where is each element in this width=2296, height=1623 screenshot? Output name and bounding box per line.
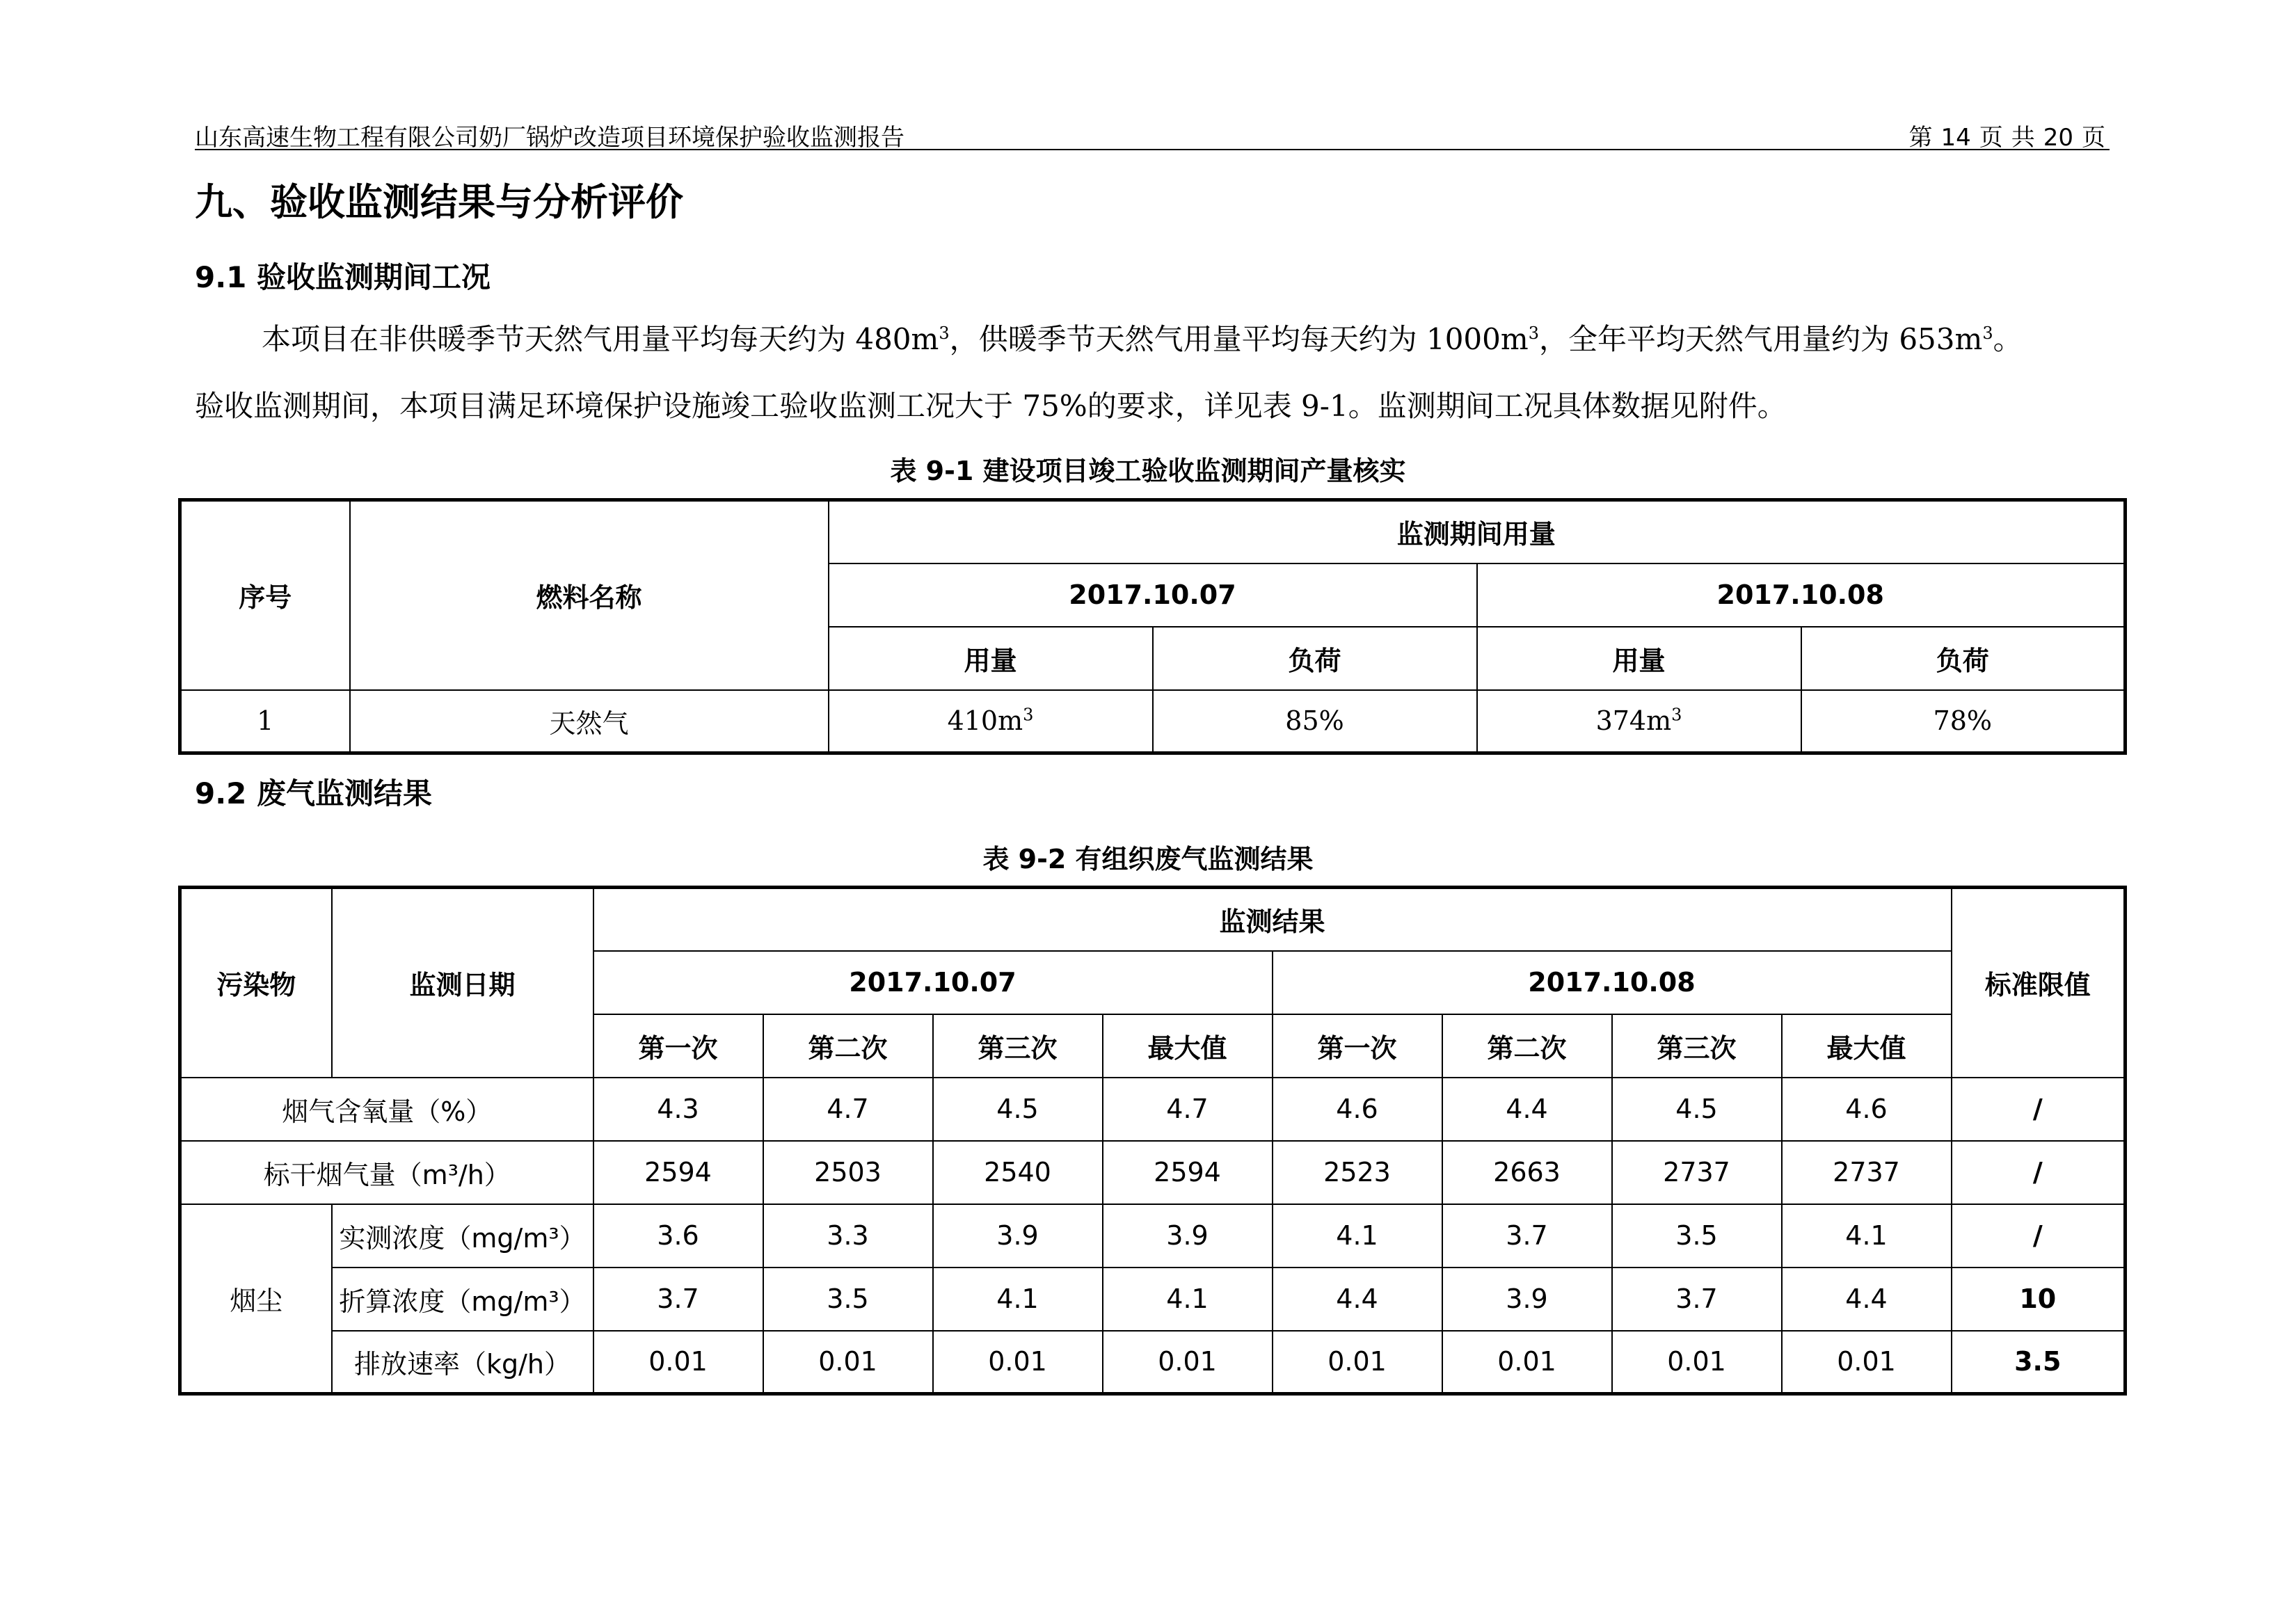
header-date-2: 2017.10.08 (1273, 951, 1952, 1014)
para-text-1: 本项目在非供暖季节天然气用量平均每天约为 480m (262, 322, 939, 356)
value-cell: 3.5 (763, 1268, 933, 1331)
total-suffix: 页 (2082, 124, 2105, 152)
production-table (178, 498, 2127, 755)
value-cell: 0.01 (1442, 1331, 1612, 1394)
value-cell: 4.5 (1612, 1078, 1782, 1141)
subsection-title-9-1: 9.1 验收监测期间工况 (195, 260, 491, 294)
value-cell: 2737 (1782, 1141, 1952, 1204)
value-cell: 4.3 (593, 1078, 763, 1141)
value-cell: 0.01 (933, 1331, 1103, 1394)
para-text-3: ，全年平均天然气用量约为 653m (1538, 322, 1983, 356)
header-usage: 用量 (829, 627, 1153, 690)
cell-fuel: 天然气 (350, 690, 829, 753)
header-load: 负荷 (1801, 627, 2126, 690)
table-row (180, 690, 2126, 753)
header-sub-3: 第三次 (933, 1014, 1103, 1078)
header-monitor-date: 监测日期 (332, 888, 593, 1078)
value-cell: 3.9 (1103, 1204, 1273, 1268)
header-sub-1: 第一次 (593, 1014, 763, 1078)
report-title: 山东高速生物工程有限公司奶厂锅炉改造项目环境保护验收监测报告 (195, 124, 904, 152)
value-cell: 0.01 (763, 1331, 933, 1394)
value-cell: 4.1 (1782, 1204, 1952, 1268)
body-paragraph (195, 306, 2136, 440)
value-cell: 4.4 (1782, 1268, 1952, 1331)
table2-caption: 表 9-2 有组织废气监测结果 (982, 844, 1314, 874)
header-sub-2: 第二次 (763, 1014, 933, 1078)
value-cell: 3.9 (933, 1204, 1103, 1268)
header-seq: 序号 (180, 500, 350, 690)
superscript: 3 (1982, 323, 1993, 343)
section-title: 九、验收监测结果与分析评价 (195, 180, 683, 224)
value-cell: 3.7 (1442, 1204, 1612, 1268)
header-sub-6: 第二次 (1442, 1014, 1612, 1078)
subsection-title-9-2: 9.2 废气监测结果 (195, 776, 433, 810)
superscript: 3 (1528, 323, 1539, 343)
standard-cell: 10 (1952, 1268, 2126, 1331)
cell-usage-2: $374m^3$ (1477, 690, 1801, 753)
total-prefix: 共 (2011, 124, 2035, 152)
row-label: 烟气含氧量（%） (180, 1078, 593, 1141)
value-cell: 0.01 (1273, 1331, 1442, 1394)
value-cell: 2594 (1103, 1141, 1273, 1204)
header-date-1: 2017.10.07 (593, 951, 1273, 1014)
table-row (180, 1204, 2126, 1268)
emission-table (178, 886, 2127, 1396)
value-cell: 3.9 (1442, 1268, 1612, 1331)
header-date-1: 2017.10.07 (829, 563, 1477, 627)
value-cell: 4.1 (933, 1268, 1103, 1331)
value-cell: 0.01 (1103, 1331, 1273, 1394)
row-label: 折算浓度（mg/m³） (332, 1268, 593, 1331)
para-text-4: 。 (1993, 322, 2023, 356)
header-sub-5: 第一次 (1273, 1014, 1442, 1078)
row-label: 实测浓度（mg/m³） (332, 1204, 593, 1268)
standard-cell: / (1952, 1141, 2126, 1204)
header-monitor-result: 监测结果 (593, 888, 1952, 951)
cell-load-1: 85% (1153, 690, 1477, 753)
value-cell: 4.6 (1273, 1078, 1442, 1141)
value-cell: 2540 (933, 1141, 1103, 1204)
table-row (180, 1078, 2126, 1141)
standard-cell: / (1952, 1078, 2126, 1141)
value-cell: 2737 (1612, 1141, 1782, 1204)
standard-cell: / (1952, 1204, 2126, 1268)
value-cell: 2503 (763, 1141, 933, 1204)
table-row (180, 1331, 2126, 1394)
value-cell: 0.01 (1612, 1331, 1782, 1394)
table-row (180, 1141, 2126, 1204)
value-cell: 3.3 (763, 1204, 933, 1268)
para-text-2: ，供暖季节天然气用量平均每天约为 1000m (949, 322, 1529, 356)
value-cell: 4.7 (1103, 1078, 1273, 1141)
header-usage: 用量 (1477, 627, 1801, 690)
value-cell: 3.7 (593, 1268, 763, 1331)
header-standard-limit: 标准限值 (1952, 888, 2126, 1078)
standard-cell: 3.5 (1952, 1331, 2126, 1394)
value-cell: 4.4 (1442, 1078, 1612, 1141)
value-cell: 4.5 (933, 1078, 1103, 1141)
value-cell: 4.6 (1782, 1078, 1952, 1141)
row-label: 排放速率（kg/h） (332, 1331, 593, 1394)
page-header (195, 115, 2110, 150)
header-sub-8: 最大值 (1782, 1014, 1952, 1078)
total-num: 20 (2043, 124, 2073, 152)
value-cell: 2523 (1273, 1141, 1442, 1204)
page-prefix: 第 (1908, 124, 1933, 152)
header-fuel-name: 燃料名称 (350, 500, 829, 690)
header-pollutant: 污染物 (180, 888, 332, 1078)
value-cell: 4.1 (1103, 1268, 1273, 1331)
group-label: 烟尘 (180, 1204, 332, 1394)
header-sub-4: 最大值 (1103, 1014, 1273, 1078)
page-num: 14 (1940, 124, 1971, 152)
value-cell: 3.6 (593, 1204, 763, 1268)
header-sub-7: 第三次 (1612, 1014, 1782, 1078)
page-number (1904, 118, 2110, 152)
value-cell: 0.01 (1782, 1331, 1952, 1394)
para-text-5: 验收监测期间，本项目满足环境保护设施竣工验收监测工况大于 75%的要求，详见表 9-1。监测期间工况具体数据见附件。 (195, 389, 1787, 423)
value-cell: 2663 (1442, 1141, 1612, 1204)
value-cell: 2594 (593, 1141, 763, 1204)
page-mid: 页 (1979, 124, 2003, 152)
header-date-2: 2017.10.08 (1477, 563, 2126, 627)
superscript: 3 (939, 323, 950, 343)
value-cell: 4.7 (763, 1078, 933, 1141)
cell-seq: 1 (180, 690, 350, 753)
value-cell: 4.4 (1273, 1268, 1442, 1331)
value-cell: 3.5 (1612, 1204, 1782, 1268)
row-label: 标干烟气量（m³/h） (180, 1141, 593, 1204)
table-row (180, 1268, 2126, 1331)
cell-usage-1: $410m^3$ (829, 690, 1153, 753)
cell-load-2: 78% (1801, 690, 2126, 753)
header-period-usage: 监测期间用量 (829, 500, 2126, 563)
value-cell: 4.1 (1273, 1204, 1442, 1268)
table1-caption: 表 9-1 建设项目竣工验收监测期间产量核实 (890, 456, 1406, 486)
value-cell: 3.7 (1612, 1268, 1782, 1331)
value-cell: 0.01 (593, 1331, 763, 1394)
header-load: 负荷 (1153, 627, 1477, 690)
